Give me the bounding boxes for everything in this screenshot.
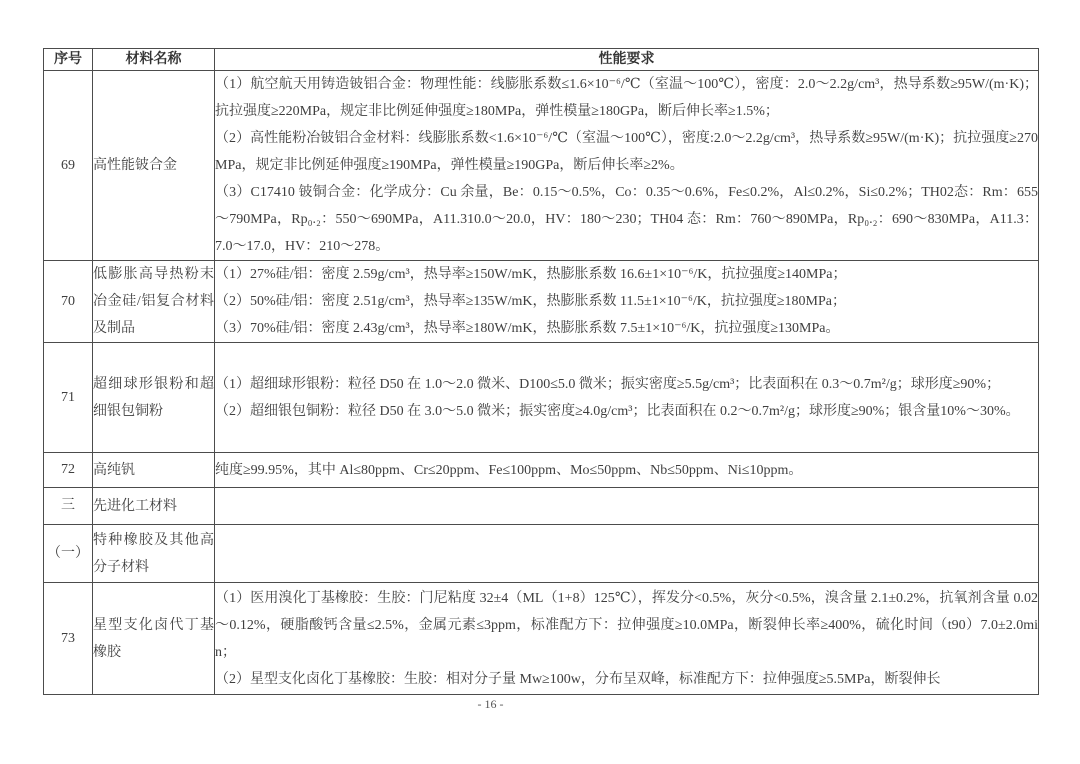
requirement-paragraph: （2）星型支化卤化丁基橡胶：生胶：相对分子量 Mw≥100w，分布呈双峰，标准配方下：拉伸强度≥5.5MPa，断裂伸长 [215, 671, 941, 687]
table-row-section-3 [44, 488, 1039, 525]
cell-requirements [215, 453, 1039, 488]
requirement-paragraph: （3）C17410 铍铜合金：化学成分：Cu 余量，Be：0.15～0.5%，Co：0.35～0.6%，Fe≤0.2%，Al≤0.2%，Si≤0.2%；TH02态：Rm：655～790MPa，Rp₀.₂：550～690MPa，A11.310.0～20.0，HV：180～230；TH04 态：Rm：760～890MPa，Rp₀.₂：690～830MPa，A11.3：7.0～17.0，HV：210～278。 [215, 185, 1038, 254]
cell-material-name: 高性能铍合金 [93, 71, 215, 261]
table-header-row [44, 49, 1039, 71]
cell-requirements [215, 261, 1039, 343]
cell-serial: 三 [44, 488, 93, 525]
cell-material-name: 低膨胀高导热粉末冶金硅/铝复合材料及制品 [93, 261, 215, 343]
cell-requirements [215, 583, 1039, 695]
material-spec-table [43, 48, 1039, 695]
cell-requirements [215, 71, 1039, 261]
cell-requirements [215, 525, 1039, 583]
requirement-paragraph: （1）航空航天用铸造铍铝合金：物理性能：线膨胀系数≤1.6×10⁻⁶/℃（室温～100℃），密度：2.0～2.2g/cm³，热导系数≥95W/(m·K)；抗拉强度≥220MPa，规定非比例延伸强度≥180MPa，弹性模量≥180GPa，断后伸长率≥1.5%； [215, 77, 1038, 119]
cell-serial: 71 [44, 343, 93, 453]
header-serial-number: 序号 [44, 49, 93, 71]
table-row-71 [44, 343, 1039, 453]
cell-requirements [215, 488, 1039, 525]
requirement-paragraph: （1）超细球形银粉：粒径 D50 在 1.0～2.0 微米、D100≤5.0 微米；振实密度≥5.5g/cm³；比表面积在 0.3～0.7m²/g；球形度≥90%； [215, 376, 1001, 392]
table-row-subsection-1 [44, 525, 1039, 583]
requirement-paragraph: （2）高性能粉冶铍铝合金材料：线膨胀系数<1.6×10⁻⁶/℃（室温～100℃），密度:2.0～2.2g/cm³，热导系数≥95W/(m·K)；抗拉强度≥270MPa，规定非比例延伸强度≥190MPa，弹性模量≥190GPa，断后伸长率≥2%。 [215, 131, 1038, 173]
cell-material-name: 特种橡胶及其他高分子材料 [93, 525, 215, 583]
requirement-paragraph: （1）27%硅/铝：密度 2.59g/cm³，热导率≥150W/mK，热膨胀系数 16.6±1×10⁻⁶/K，抗拉强度≥140MPa； [215, 267, 847, 282]
header-performance-requirements: 性能要求 [215, 49, 1039, 71]
table-row-73 [44, 583, 1039, 695]
cell-material-name: 高纯钒 [93, 453, 215, 488]
table-row-72 [44, 453, 1039, 488]
table-row-70 [44, 261, 1039, 343]
cell-serial: 72 [44, 453, 93, 488]
table-row-69 [44, 71, 1039, 261]
cell-serial: 69 [44, 71, 93, 261]
header-material-name: 材料名称 [93, 49, 215, 71]
cell-material-name: 超细球形银粉和超细银包铜粉 [93, 343, 215, 453]
requirement-paragraph: （1）医用溴化丁基橡胶：生胶：门尼粘度 32±4（ML（1+8）125℃），挥发分<0.5%，灰分<0.5%，溴含量 2.1±0.2%，抗氧剂含量 0.02～0.12%，硬脂酸钙含量≤2.5%，金属元素≤3ppm，标准配方下：拉伸强度≥10.0MPa，断裂伸长率≥400%，硫化时间（t90）7.0±2.0min； [215, 590, 1038, 660]
page-number: - 16 - [477, 697, 504, 711]
cell-serial: 73 [44, 583, 93, 695]
requirement-paragraph: （2）超细银包铜粉：粒径 D50 在 3.0～5.0 微米；振实密度≥4.0g/cm³；比表面积在 0.2～0.7m²/g；球形度≥90%；银含量10%～30%。 [215, 403, 1020, 419]
requirement-paragraph: （2）50%硅/铝：密度 2.51g/cm³，热导率≥135W/mK，热膨胀系数 11.5±1×10⁻⁶/K，抗拉强度≥180MPa； [215, 294, 846, 309]
requirement-paragraph: 纯度≥99.95%，其中 Al≤80ppm、Cr≤20ppm、Fe≤100ppm、Mo≤50ppm、Nb≤50ppm、Ni≤10ppm。 [215, 462, 803, 478]
cell-material-name: 先进化工材料 [93, 488, 215, 525]
cell-serial: （一） [44, 525, 93, 583]
cell-serial: 70 [44, 261, 93, 343]
cell-material-name: 星型支化卤代丁基橡胶 [93, 583, 215, 695]
cell-requirements [215, 343, 1039, 453]
requirement-paragraph: （3）70%硅/铝：密度 2.43g/cm³，热导率≥180W/mK，热膨胀系数 7.5±1×10⁻⁶/K，抗拉强度≥130MPa。 [215, 321, 840, 336]
